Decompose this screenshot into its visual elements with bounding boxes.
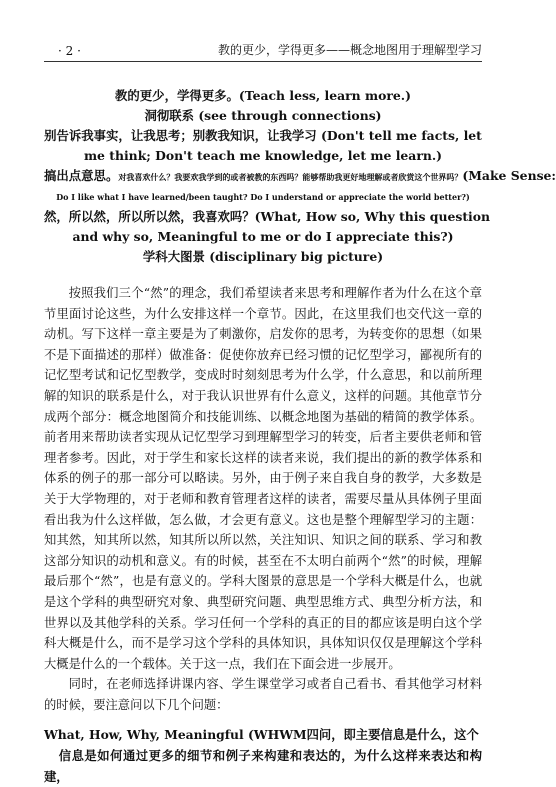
heading-why-line2: and why so, Meaningful to me or do I appreciate this?) — [72, 229, 454, 244]
page-number: · 2 · — [58, 44, 81, 58]
heading-make-sense — [44, 166, 556, 187]
principles-block — [44, 86, 556, 267]
running-header — [44, 0, 482, 62]
make-sense-chinese-questions: 对我喜欢什么？我要欢我学到的或者被教的东西吗？能够帮助我更好地理解或者欣赏这个世界吗？ — [118, 172, 463, 182]
heading-big-picture: 学科大图景 (disciplinary big picture) — [142, 249, 384, 264]
heading-dont-tell-line2: me think; Don't teach me knowledge, let me learn.) — [83, 148, 443, 163]
whwm-question-line2: 信息是如何通过更多的细节和例子来构建和表达的，为什么这样来表达和构建， — [44, 748, 482, 784]
whwm-question — [44, 725, 482, 787]
make-sense-english-questions: Do I like what I have learned/been taught? Do I understand or appreciate the world better?) — [56, 192, 470, 202]
heading-dont-tell-line1: 别告诉我事实，让我思考；别教我知识，让我学习 (Don't tell me facts, let — [44, 128, 482, 143]
make-sense-english: (Make Sense: — [462, 168, 556, 183]
paragraph: 按照我们三个“然”的理念，我们希望读者来思考和理解作者为什么在这个章节里面讨论这些，为什么安排这样一个章节。因此，在这里我们也交代这一章的动机。写下这样一章主要是为了刺激你，启发你的思考，为转变你的思想（如果不是下面描述的那样）做准备：促使你放弃已经习惯的记忆型学习，鄙视所有的记忆型考试和记忆型教学，变成时时刻刻思考为什么学，什么意思，和以前所理解的知识的联系是什么，对于我认识世界有什么意义，这样的问题。其他章节分成两个部分：概念地图简介和技能训练、以概念地图为基础的精简的教学体系。前者用来帮助读者实现从记忆型学习到理解型学习的转变，后者主要供老师和管理者参考。因此，对于学生和家长这样的读者来说，我们提出的新的教学体系和体系的例子的那一部分可以略读。另外，由于例子来自我自身的教学，大多数是关于大学物理的，对于老师和教育管理者这样的读者，需要尽量从具体例子里面看出我为什么这样做，怎么做，才会更有意义。这也是整个理解型学习的主题：知其然，知其所以然，知其所以所以然，关注知识、知识之间的联系、学习和教这部分知识的动机和意义。有的时候，甚至在不太明白前两个“然”的时候，理解最后那个“然”，也是有意义的。学科大图景的意思是一个学科大概是什么，也就是这个学科的典型研究对象、典型研究问题、典型思维方式、典型分析方法，和世界以及其他学科的关系。学习任何一个学科的真正的目的都应该是明白这个学科大概是什么，而不是学习这个学科的具体知识，具体知识仅仅是理解这个学科大概是什么的一个载体。关于这一点，我们在下面会进一步展开。 — [44, 286, 482, 671]
body-text — [44, 283, 482, 715]
running-title: 教的更少，学得更多——概念地图用于理解型学习 — [217, 43, 482, 57]
whwm-question-line1: What, How, Why, Meaningful (WHWM四问，即主要信息是什么，这个 — [44, 727, 479, 743]
heading-connections: 洞彻联系 (see through connections) — [144, 108, 382, 123]
make-sense-chinese: 搞出点意思。 — [44, 168, 119, 183]
heading-teach-less: 教的更少，学得更多。(Teach less, learn more.) — [115, 88, 411, 103]
paragraph: 同时，在老师选择讲课内容、学生课堂学习或者自己看书、看其他学习材料的时候，要注意问以下几个问题： — [44, 677, 482, 712]
heading-why-line1: 然，所以然，所以所以然，我喜欢吗？(What, How so, Why this question — [44, 209, 491, 224]
